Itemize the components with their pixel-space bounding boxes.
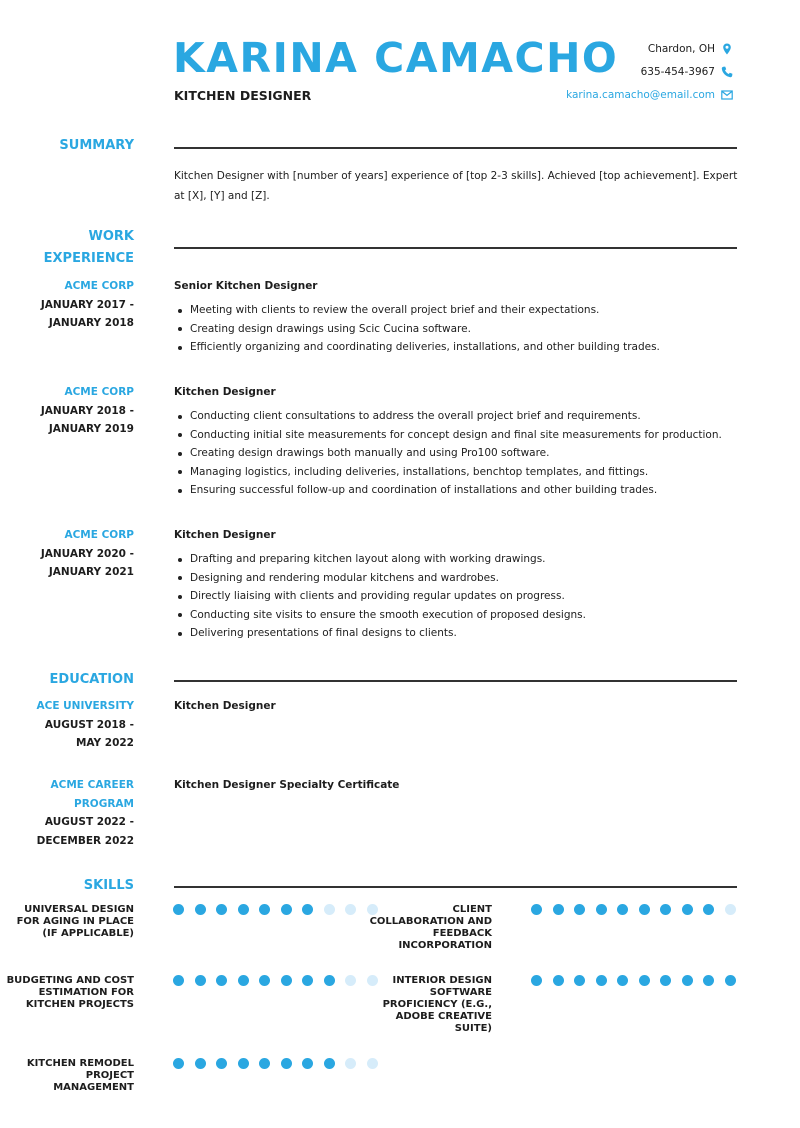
skill-dot-filled bbox=[302, 904, 313, 915]
skill-dot-filled bbox=[238, 904, 249, 915]
company-name: ACME CORP bbox=[64, 529, 134, 541]
skill-dot-filled bbox=[173, 904, 184, 915]
phone-text: 635-454-3967 bbox=[640, 66, 715, 78]
work-entry-1-meta bbox=[14, 277, 134, 333]
skill-dot-filled bbox=[259, 1058, 270, 1069]
section-education-heading: EDUCATION bbox=[49, 672, 134, 687]
skill-dot-filled bbox=[238, 1058, 249, 1069]
section-work-heading bbox=[44, 226, 134, 270]
company-name: ACME CORP bbox=[64, 386, 134, 398]
job-role: Senior Kitchen Designer bbox=[174, 280, 318, 292]
skill-name: INTERIOR DESIGN SOFTWARE PROFICIENCY (E.G., ADOBE CREATIVE SUITE) bbox=[382, 975, 492, 1034]
bullet-item: Designing and rendering modular kitchens and wardrobes. bbox=[174, 569, 739, 588]
skill-dot-filled bbox=[682, 975, 693, 986]
skill-dot-filled bbox=[596, 904, 607, 915]
location-pin-icon bbox=[721, 43, 733, 55]
candidate-name: KARINA CAMACHO bbox=[173, 34, 619, 82]
skill-dot-filled bbox=[302, 975, 313, 986]
skill-dot-filled bbox=[553, 975, 564, 986]
contact-location bbox=[648, 43, 733, 55]
degree-title: Kitchen Designer Specialty Certificate bbox=[174, 779, 400, 791]
mail-icon bbox=[721, 89, 733, 101]
date-start: JANUARY 2017 - bbox=[40, 298, 134, 311]
skill-dot-filled bbox=[703, 904, 714, 915]
skill-dot-empty bbox=[324, 904, 335, 915]
work-entry-2-meta bbox=[14, 383, 134, 439]
divider bbox=[174, 680, 737, 682]
skill-dot-empty bbox=[345, 975, 356, 986]
skill-dot-filled bbox=[281, 904, 292, 915]
bullet-item: Conducting site visits to ensure the smooth execution of proposed designs. bbox=[174, 606, 739, 625]
skill-rating bbox=[173, 975, 378, 986]
skill-dot-filled bbox=[173, 1058, 184, 1069]
skill-dot-filled bbox=[281, 1058, 292, 1069]
skill-dot-empty bbox=[367, 1058, 378, 1069]
location-text: Chardon, OH bbox=[647, 43, 715, 55]
skill-name: UNIVERSAL DESIGN FOR AGING IN PLACE (IF APPLICABLE) bbox=[16, 904, 134, 939]
skill-dot-filled bbox=[682, 904, 693, 915]
phone-icon bbox=[721, 66, 733, 78]
education-entry-1-meta bbox=[14, 697, 134, 753]
skill-dot-filled bbox=[195, 975, 206, 986]
section-skills-heading: SKILLS bbox=[83, 878, 134, 893]
date-start: AUGUST 2022 - bbox=[44, 816, 134, 828]
skill-dot-filled bbox=[324, 975, 335, 986]
date-start: AUGUST 2018 - bbox=[44, 718, 134, 731]
work-entry-3-bullets bbox=[174, 550, 739, 643]
skill-dot-filled bbox=[617, 904, 628, 915]
skill-dot-empty bbox=[345, 1058, 356, 1069]
skill-dot-filled bbox=[574, 904, 585, 915]
job-role: Kitchen Designer bbox=[174, 529, 276, 541]
skill-dot-filled bbox=[725, 975, 736, 986]
bullet-item: Managing logistics, including deliveries, installations, benchtop templates, and fittings. bbox=[174, 463, 739, 482]
skill-name: KITCHEN REMODEL PROJECT MANAGEMENT bbox=[26, 1058, 134, 1093]
date-end: MAY 2022 bbox=[75, 737, 134, 749]
date-end: JANUARY 2019 bbox=[48, 423, 134, 435]
skill-dot-filled bbox=[617, 975, 628, 986]
skill-dot-empty bbox=[725, 904, 736, 915]
bullet-item: Creating design drawings both manually and using Pro100 software. bbox=[174, 444, 739, 463]
work-entry-1-bullets bbox=[174, 301, 739, 357]
bullet-item: Directly liaising with clients and providing regular updates on progress. bbox=[174, 587, 739, 606]
date-end: JANUARY 2018 bbox=[48, 317, 134, 329]
skill-dot-filled bbox=[660, 904, 671, 915]
skill-rating bbox=[173, 1058, 378, 1069]
email-link[interactable]: karina.camacho@email.com bbox=[566, 89, 715, 101]
bullet-item: Efficiently organizing and coordinating deliveries, installations, and other building trades. bbox=[174, 338, 739, 357]
date-end: DECEMBER 2022 bbox=[36, 834, 134, 847]
skill-rating bbox=[531, 975, 736, 986]
skill-dot-filled bbox=[216, 975, 227, 986]
contact-email[interactable] bbox=[566, 89, 733, 101]
job-title: KITCHEN DESIGNER bbox=[174, 88, 312, 103]
bullet-item: Meeting with clients to review the overall project brief and their expectations. bbox=[174, 301, 739, 320]
divider bbox=[174, 147, 737, 149]
contact-phone bbox=[641, 66, 733, 78]
skill-dot-filled bbox=[259, 904, 270, 915]
section-work-heading-line2: EXPERIENCE bbox=[43, 251, 134, 266]
summary-text: Kitchen Designer with [number of years] experience of [top 2-3 skills]. Achieved [top achievement]. Expert at [X], [Y] and [Z]. bbox=[174, 170, 738, 202]
school-name: ACE UNIVERSITY bbox=[36, 700, 134, 712]
skill-dot-filled bbox=[639, 904, 650, 915]
skill-dot-filled bbox=[553, 904, 564, 915]
company-name: ACME CORP bbox=[64, 280, 134, 292]
skill-rating bbox=[531, 904, 736, 915]
skill-dot-filled bbox=[259, 975, 270, 986]
skill-dot-filled bbox=[195, 904, 206, 915]
section-summary-heading: SUMMARY bbox=[59, 138, 134, 153]
section-work-heading-line1: WORK bbox=[88, 229, 134, 244]
skill-dot-filled bbox=[531, 904, 542, 915]
school-name: ACME CAREER bbox=[50, 779, 134, 791]
bullet-item: Conducting initial site measurements for concept design and final site measurements for production. bbox=[174, 426, 739, 445]
date-start: JANUARY 2020 - bbox=[40, 547, 134, 560]
bullet-item: Conducting client consultations to address the overall project brief and requirements. bbox=[174, 407, 739, 426]
skill-dot-filled bbox=[216, 1058, 227, 1069]
bullet-item: Creating design drawings using Scic Cucina software. bbox=[174, 320, 739, 339]
bullet-item: Delivering presentations of final designs to clients. bbox=[174, 624, 739, 643]
work-entry-2-bullets bbox=[174, 407, 739, 500]
divider bbox=[174, 247, 737, 249]
skill-dot-filled bbox=[703, 975, 714, 986]
skill-dot-filled bbox=[302, 1058, 313, 1069]
skill-dot-filled bbox=[195, 1058, 206, 1069]
date-end: JANUARY 2021 bbox=[48, 566, 134, 578]
skill-dot-filled bbox=[216, 904, 227, 915]
bullet-item: Drafting and preparing kitchen layout along with working drawings. bbox=[174, 550, 739, 569]
skill-dot-filled bbox=[574, 975, 585, 986]
skill-dot-filled bbox=[596, 975, 607, 986]
skill-dot-filled bbox=[531, 975, 542, 986]
divider bbox=[174, 886, 737, 888]
date-start: JANUARY 2018 - bbox=[40, 404, 134, 417]
degree-title: Kitchen Designer bbox=[174, 700, 276, 712]
skill-dot-filled bbox=[173, 975, 184, 986]
skill-rating bbox=[173, 904, 378, 915]
skill-name: BUDGETING AND COST ESTIMATION FOR KITCHEN PROJECTS bbox=[6, 975, 134, 1010]
skill-dot-filled bbox=[639, 975, 650, 986]
skill-dot-filled bbox=[281, 975, 292, 986]
skill-dot-empty bbox=[345, 904, 356, 915]
school-name-line2: PROGRAM bbox=[74, 797, 134, 810]
skill-name: CLIENT COLLABORATION AND FEEDBACK INCORPORATION bbox=[369, 904, 492, 951]
bullet-item: Ensuring successful follow-up and coordination of installations and other building trades. bbox=[174, 481, 739, 500]
skill-dot-filled bbox=[660, 975, 671, 986]
education-entry-2-meta bbox=[14, 776, 134, 850]
work-entry-3-meta bbox=[14, 526, 134, 582]
skill-dot-filled bbox=[238, 975, 249, 986]
skill-dot-filled bbox=[324, 1058, 335, 1069]
job-role: Kitchen Designer bbox=[174, 386, 276, 398]
